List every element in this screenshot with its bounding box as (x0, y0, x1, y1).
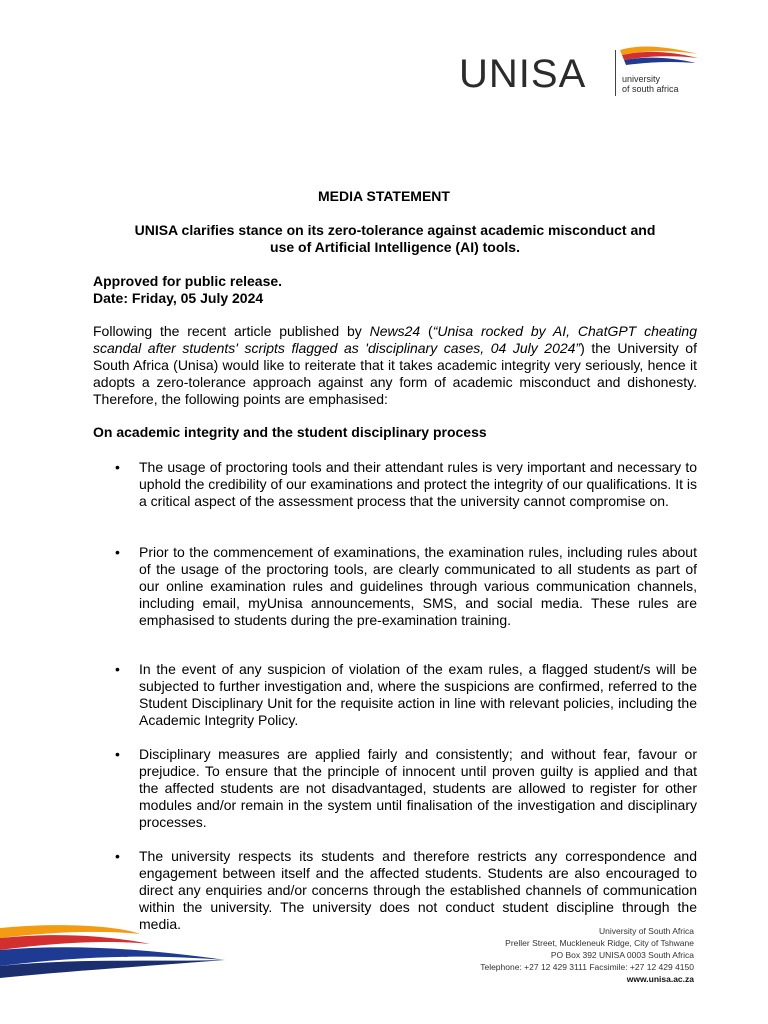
intro-text-3: ) the University of South Africa (Unisa) would like to reiterate that it takes academic integrity very seriously, hence it adopts a zero-tolerance approach against any form of academic misconduct and dishonesty. Therefore, the following points are emphasised: (93, 340, 697, 407)
subtitle-line2: use of Artificial Intelligence (AI) tools. (270, 239, 520, 255)
footer-org-name: University of South Africa (599, 926, 694, 936)
bullet-icon: • (115, 459, 120, 475)
approval-note: Approved for public release. (93, 273, 283, 289)
footer-website: www.unisa.ac.za (626, 974, 694, 984)
intro-article-title: “Unisa rocked by AI, ChatGPT cheating scandal after students' scripts flagged as 'disciplinary cases, 04 July 2024” (93, 323, 697, 356)
bullet-icon: • (115, 746, 120, 762)
subtitle-line1: UNISA clarifies stance on its zero-tolerance against academic misconduct and (134, 222, 656, 238)
section-heading: On academic integrity and the student disciplinary process (93, 424, 487, 440)
logo-subtitle-line1: university (622, 74, 661, 84)
footer-address: Preller Street, Muckleneuk Ridge, City of Tshwane (505, 938, 694, 948)
intro-source: News24 (369, 323, 421, 339)
intro-paragraph (93, 323, 697, 408)
list-item-text: Prior to the commencement of examinations, the examination rules, including rules about of the usage of the proctoring tools, are clearly communicated to all students as part of our online examination rules and guidelines through various communication channels, including email, myUnisa announcements, SMS, and social media. These rules are emphasised to students during the pre-examination training. (139, 544, 697, 628)
bullet-icon: • (115, 661, 120, 677)
release-date: Date: Friday, 05 July 2024 (93, 290, 264, 306)
bullet-icon: • (115, 848, 120, 864)
footer-telephone: Telephone: +27 12 429 3111 Facsimile: +27 12 429 4150 (480, 962, 694, 972)
unisa-logo (455, 46, 705, 102)
logo-wordmark: UNISA (459, 52, 587, 96)
logo-subtitle-line2: of south africa (622, 84, 679, 94)
page-title: MEDIA STATEMENT (318, 188, 450, 204)
list-item-text: The university respects its students and therefore restricts any correspondence and engagement between itself and the affected students. Students are also encouraged to direct any enquiries and/or concerns through the established channels of communication within the university. The university does not conduct student discipline through the media. (139, 848, 697, 932)
intro-text-1: Following the recent article published by (93, 323, 370, 339)
flag-swoosh-icon (620, 46, 700, 70)
list-item-text: Disciplinary measures are applied fairly and consistently; and without fear, favour or prejudice. To ensure that the principle of innocent until proven guilty is applied and that the affected students are not disadvantaged, students are allowed to register for other modules and/or remain in the system until finalisation of the investigation and disciplinary processes. (139, 746, 697, 830)
list-item-text: The usage of proctoring tools and their attendant rules is very important and necessary to uphold the credibility of our examinations and protect the integrity of our qualifications. It is a critical aspect of the assessment process that the university cannot compromise on. (139, 459, 697, 509)
list-item-text: In the event of any suspicion of violation of the exam rules, a flagged student/s will be subjected to further investigation and, where the suspicions are confirmed, referred to the Student Disciplinary Unit for the requisite action in line with relevant policies, including the Academic Integrity Policy. (139, 661, 697, 728)
footer-flag-swoosh-icon (0, 922, 230, 982)
logo-divider (615, 50, 616, 96)
intro-text-2: ( (420, 323, 433, 339)
footer-po-box: PO Box 392 UNISA 0003 South Africa (550, 950, 694, 960)
bullet-icon: • (115, 544, 120, 560)
